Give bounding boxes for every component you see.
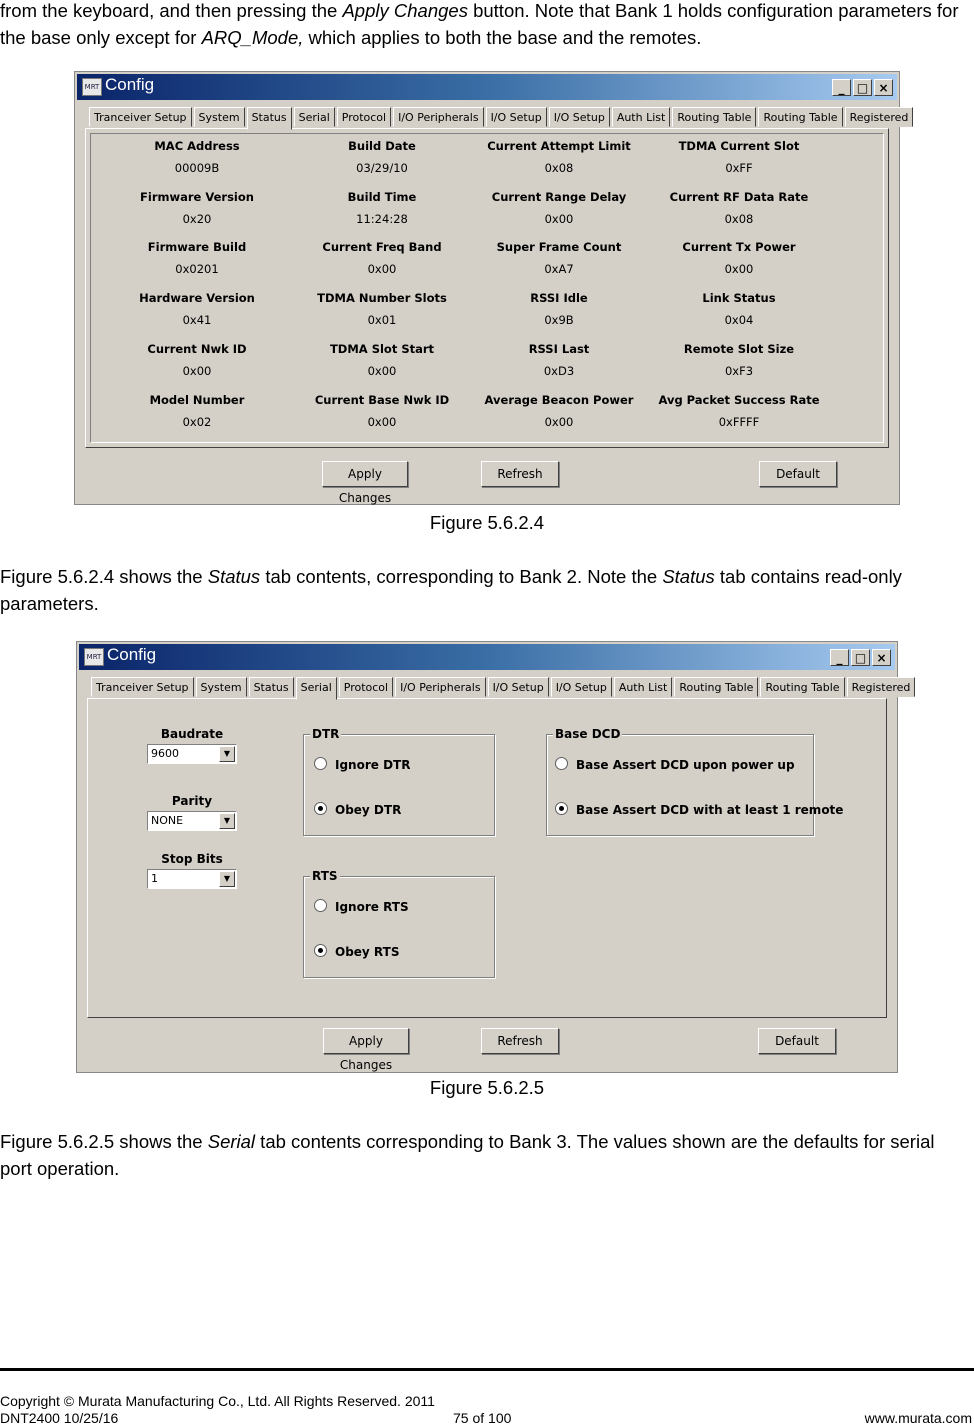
status-field [464,393,654,429]
status-field [102,393,292,429]
field-label: Hardware Version [139,291,255,305]
status-field [464,342,654,378]
default-button[interactable]: Default [759,461,837,487]
status-window-titlebar [77,74,897,100]
status-paragraph [0,563,970,617]
field-value: 0x02 [182,415,212,429]
para2-text-3: tab contains read-only parameters. [0,566,902,614]
status-field [464,240,654,276]
field-value: 0x00 [544,212,574,226]
status-field [287,393,477,429]
field-label: Avg Packet Success Rate [658,393,820,407]
field-label: TDMA Current Slot [678,139,800,153]
status-field [287,240,477,276]
field-value: 00009B [174,161,220,175]
tab-status[interactable]: Status [249,677,294,697]
field-label: Current Nwk ID [147,342,247,356]
dtr-group [303,727,495,836]
para2-status-ref-1: Status [207,566,261,587]
status-config-window [74,71,909,505]
stop-bits-select[interactable] [147,869,237,889]
minimize-icon[interactable]: _ [830,649,849,666]
tab-io-setup-2[interactable]: I/O Setup [551,677,612,697]
status-field [287,291,477,327]
tab-protocol[interactable]: Protocol [337,107,391,127]
field-label: Current RF Data Rate [669,190,809,204]
status-field [464,190,654,226]
tab-io-setup-2[interactable]: I/O Setup [549,107,610,127]
para2-status-ref-2: Status [662,566,715,587]
field-value: 0x04 [724,313,754,327]
baudrate-value: 9600 [151,747,179,760]
stop-bits-value: 1 [151,872,158,885]
intro-paragraph [0,0,970,51]
tab-registered[interactable]: Registered [845,107,914,127]
status-field [644,291,834,327]
maximize-icon[interactable]: □ [853,79,872,96]
tab-status[interactable]: Status [247,107,292,130]
window-title: Config [105,75,155,94]
status-field [287,139,477,175]
apply-changes-button[interactable]: Apply Changes [323,1028,409,1054]
tab-io-peripherals[interactable]: I/O Peripherals [395,677,485,697]
window-title: Config [107,645,157,664]
status-field [464,139,654,175]
default-button[interactable]: Default [758,1028,836,1054]
dcd-power-up-radio[interactable] [555,757,795,772]
field-value: 11:24:28 [356,212,408,226]
chevron-down-icon[interactable]: ▼ [219,746,235,762]
field-label: Model Number [149,393,245,407]
radio-off-icon [555,757,568,770]
radio-label: Obey RTS [335,945,400,959]
radio-label: Ignore RTS [335,900,409,914]
dtr-group-title: DTR [312,727,340,741]
field-value: 0x9B [544,313,574,327]
tab-registered[interactable]: Registered [847,677,916,697]
field-label: RSSI Last [528,342,590,356]
para3-text-2: tab contents corresponding to Bank 3. The values shown are the defaults for serial port operation. [0,1131,935,1179]
para3-text-1: Figure 5.6.2.5 shows the [0,1131,208,1152]
radio-label: Obey DTR [335,803,402,817]
field-value: 0xFF [725,161,753,175]
status-field [102,139,292,175]
stop-bits-label: Stop Bits [161,852,223,866]
figure-caption-status: Figure 5.6.2.4 [429,512,545,533]
para3-serial-ref: Serial [207,1131,256,1152]
app-icon: MRT [82,78,102,96]
close-icon[interactable]: × [872,649,891,666]
field-label: Remote Slot Size [683,342,795,356]
parity-value: NONE [151,814,184,827]
para2-text-2: tab contents, corresponding to Bank 2. Note the [260,566,663,587]
field-label: Super Frame Count [496,240,622,254]
field-label: Firmware Build [147,240,247,254]
app-icon: MRT [84,648,104,666]
tab-routing-table-2[interactable]: Routing Table [760,677,844,697]
field-label: MAC Address [154,139,240,153]
intro-text-1: from the keyboard, and then pressing the [0,0,343,21]
field-value: 0xFFFF [718,415,760,429]
tab-system[interactable]: System [196,677,247,697]
base-dcd-group-title: Base DCD [555,727,621,741]
serial-window-titlebar [79,644,895,670]
tab-protocol[interactable]: Protocol [339,677,393,697]
tab-serial[interactable]: Serial [294,107,335,127]
field-label: Average Beacon Power [484,393,634,407]
field-value: 0x00 [367,262,397,276]
field-value: 0x20 [182,212,212,226]
dcd-one-remote-radio[interactable] [555,802,843,817]
obey-rts-radio[interactable] [314,944,399,959]
field-value: 03/29/10 [356,161,408,175]
radio-label: Base Assert DCD with at least 1 remote [576,803,844,817]
status-field [644,393,834,429]
parity-select[interactable] [147,811,237,831]
field-value: 0x00 [367,364,397,378]
chevron-down-icon[interactable]: ▼ [219,813,235,829]
field-value: 0x08 [544,161,574,175]
field-value: 0x0201 [175,262,219,276]
obey-dtr-radio[interactable] [314,802,401,817]
tab-tranceiver-setup[interactable]: Tranceiver Setup [91,677,194,697]
intro-text-2: button. Note that Bank 1 holds configuration parameters for the base only except for [0,0,959,48]
radio-off-icon [314,757,327,770]
intro-arq-mode-ref: ARQ_Mode, [201,27,304,48]
figure-caption-serial: Figure 5.6.2.5 [429,1077,545,1098]
footer-website: www.murata.com [864,1410,972,1426]
close-icon[interactable]: × [874,79,893,96]
field-label: RSSI Idle [530,291,588,305]
ignore-dtr-radio[interactable] [314,757,410,772]
intro-text-3: which applies to both the base and the remotes. [303,27,702,48]
radio-on-icon [555,802,568,815]
rts-group-title: RTS [312,869,338,883]
field-label: Current Freq Band [322,240,442,254]
footer-doc-id: DNT2400 10/25/16 [0,1410,119,1426]
tab-io-setup-1[interactable]: I/O Setup [488,677,549,697]
status-field [644,342,834,378]
status-field [644,139,834,175]
rts-group [303,869,495,978]
status-field [644,240,834,276]
serial-tab-strip [91,676,917,698]
field-value: 0x00 [544,415,574,429]
serial-paragraph [0,1128,970,1182]
field-label: Current Attempt Limit [487,139,631,153]
status-tab-strip [89,106,915,128]
radio-on-icon [314,802,327,815]
tab-io-setup-1[interactable]: I/O Setup [486,107,547,127]
tab-routing-table-2[interactable]: Routing Table [758,107,842,127]
base-dcd-group [546,727,844,836]
footer-copyright: Copyright © Murata Manufacturing Co., Ltd. All Rights Reserved. 2011 [0,1393,435,1409]
tab-auth-list[interactable]: Auth List [612,107,671,127]
tab-auth-list[interactable]: Auth List [614,677,673,697]
para2-text-1: Figure 5.6.2.4 shows the [0,566,208,587]
tab-routing-table-1[interactable]: Routing Table [672,107,756,127]
status-field [102,190,292,226]
field-value: 0x00 [182,364,212,378]
status-field [644,190,834,226]
field-label: Current Base Nwk ID [314,393,450,407]
baudrate-label: Baudrate [160,727,224,741]
field-value: 0x00 [367,415,397,429]
status-field [287,190,477,226]
serial-config-window [76,641,911,1073]
baudrate-select[interactable] [147,744,237,764]
field-value: 0x01 [367,313,397,327]
field-label: Build Time [347,190,417,204]
field-label: Current Tx Power [682,240,796,254]
footer-page-number: 75 of 100 [453,1410,512,1426]
field-label: TDMA Slot Start [329,342,435,356]
field-value: 0xD3 [543,364,575,378]
refresh-button[interactable]: Refresh [481,1028,559,1054]
status-field [287,342,477,378]
field-value: 0xA7 [544,262,574,276]
status-field [102,291,292,327]
chevron-down-icon[interactable]: ▼ [219,871,235,887]
field-value: 0x00 [724,262,754,276]
tab-io-peripherals[interactable]: I/O Peripherals [393,107,483,127]
radio-label: Ignore DTR [335,758,411,772]
tab-tranceiver-setup[interactable]: Tranceiver Setup [89,107,192,127]
radio-label: Base Assert DCD upon power up [576,758,795,772]
parity-label: Parity [171,794,213,808]
field-label: Link Status [702,291,776,305]
refresh-button[interactable]: Refresh [481,461,559,487]
tab-serial[interactable]: Serial [296,677,337,700]
status-field [464,291,654,327]
radio-on-icon [314,944,327,957]
field-label: Build Date [348,139,416,153]
footer-divider [0,1368,974,1371]
ignore-rts-radio[interactable] [314,899,409,914]
status-field [102,342,292,378]
intro-apply-changes-ref: Apply Changes [342,0,468,21]
field-value: 0xF3 [724,364,754,378]
field-value: 0x08 [724,212,754,226]
minimize-icon[interactable]: _ [832,79,851,96]
field-label: Firmware Version [140,190,254,204]
radio-off-icon [314,899,327,912]
tab-routing-table-1[interactable]: Routing Table [674,677,758,697]
status-field [102,240,292,276]
field-label: Current Range Delay [491,190,627,204]
field-label: TDMA Number Slots [317,291,447,305]
apply-changes-button[interactable]: Apply Changes [322,461,408,487]
maximize-icon[interactable]: □ [851,649,870,666]
tab-system[interactable]: System [194,107,245,127]
field-value: 0x41 [182,313,212,327]
